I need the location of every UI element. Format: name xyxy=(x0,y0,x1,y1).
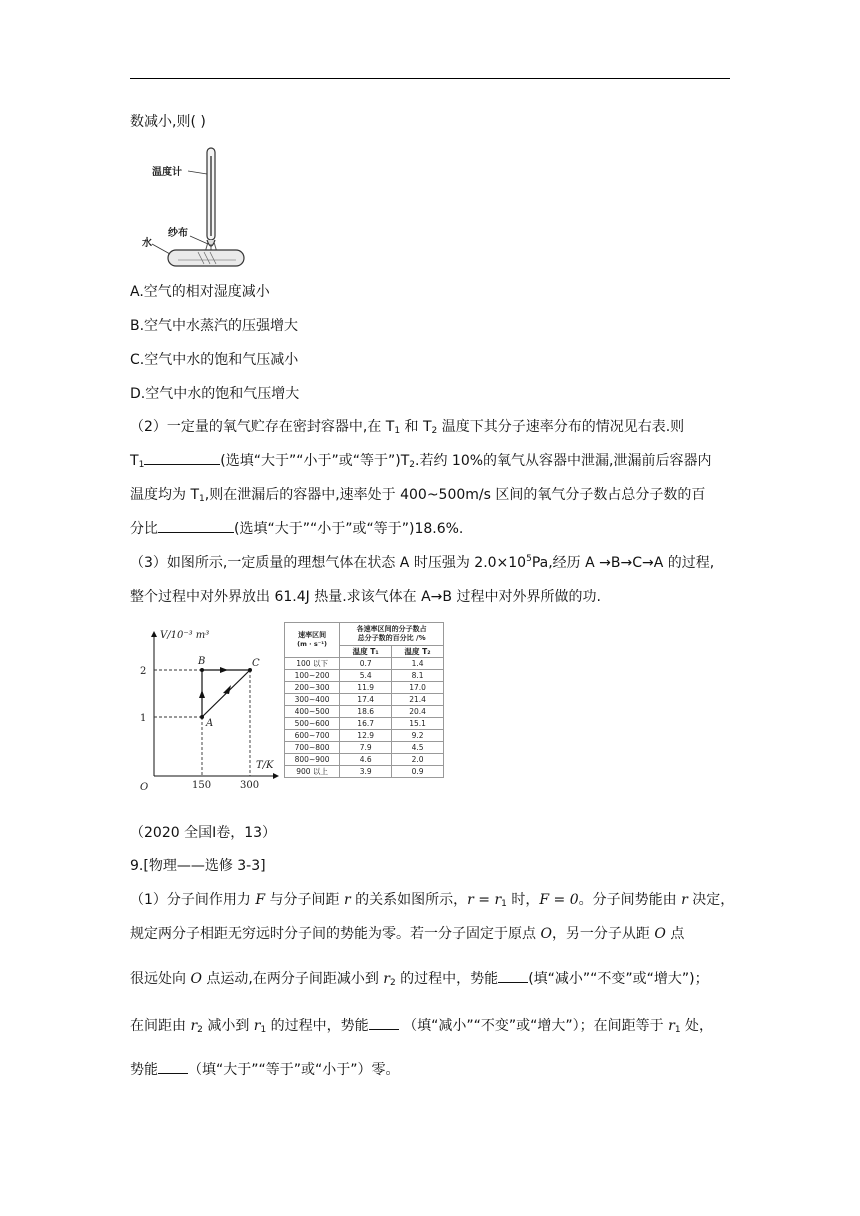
table-row xyxy=(285,706,444,718)
t2-percent-cell: 15.1 xyxy=(392,718,444,730)
speed-range-cell: 200~300 xyxy=(285,682,340,694)
answer-blank xyxy=(144,452,220,465)
q9-line5: 势能 （填“大于”“等于”或“小于”）零。 xyxy=(130,1062,400,1078)
table-row xyxy=(285,742,444,754)
header-rule xyxy=(130,78,730,79)
part2-line3: 温度均为 $T_1$,则在泄漏后的容器中,速率处于 400~500m/s 区间的氧气分子数占总分子数的百 xyxy=(130,487,706,504)
wet-bulb-thermometer-figure xyxy=(138,144,248,278)
t1-percent-cell: 3.9 xyxy=(340,766,392,778)
t1-percent-cell: 16.7 xyxy=(340,718,392,730)
part2-line1: （2）一定量的氧气贮存在密封容器中,在 $T_1$ 和 $T_2$ 温度下其分子速率分布的情况见右表.则 xyxy=(130,419,685,436)
option-a: A.空气的相对湿度减小 xyxy=(130,284,270,300)
t1-percent-cell: 11.9 xyxy=(340,682,392,694)
y-axis-label: V/10⁻³ m³ xyxy=(160,630,210,641)
v-t-graph xyxy=(136,626,282,792)
answer-blank xyxy=(158,520,234,533)
table-row xyxy=(285,658,444,670)
y-tick-1: 1 xyxy=(140,713,147,724)
option-d: D.空气中水的饱和气压增大 xyxy=(130,386,300,402)
point-a-label: A xyxy=(206,718,214,729)
answer-blank xyxy=(369,1017,399,1030)
t1-percent-cell: 4.6 xyxy=(340,754,392,766)
table-row xyxy=(285,754,444,766)
t2-percent-cell: 0.9 xyxy=(392,766,444,778)
x-tick-150: 150 xyxy=(192,780,212,791)
table-row xyxy=(285,730,444,742)
q9-line1: （1）分子间作用力 F 与分子间距 r 的关系如图所示，$r = r_1$ 时，F = 0。分子间势能由 r 决定， xyxy=(130,892,735,909)
q9-line3: 很远处向 O 点运动,在两分子间距减小到 $r_2$ 的过程中，势能 (填“减小”“不变”或“增大”)； xyxy=(130,971,709,988)
t2-percent-cell: 9.2 xyxy=(392,730,444,742)
part3-line2: 整个过程中对外界放出 61.4J 热量.求该气体在 A→B 过程中对外界所做的功. xyxy=(130,589,601,605)
t2-percent-cell: 2.0 xyxy=(392,754,444,766)
table-row xyxy=(285,682,444,694)
t2-percent-cell: 1.4 xyxy=(392,658,444,670)
t2-percent-cell: 17.0 xyxy=(392,682,444,694)
point-c-label: C xyxy=(252,658,260,669)
answer-blank xyxy=(498,970,528,983)
q9-line2: 规定两分子相距无穷远时分子间的势能为零。若一分子固定于原点 O，另一分子从距 O 点 xyxy=(130,926,685,942)
speed-range-cell: 100 以下 xyxy=(285,658,340,670)
t2-percent-cell: 4.5 xyxy=(392,742,444,754)
y-tick-2: 2 xyxy=(140,666,147,677)
origin-label: O xyxy=(140,782,149,792)
percentage-group-header: 各速率区间的分子数占 总分子数的百分比 /% xyxy=(340,623,444,646)
speed-range-cell: 400~500 xyxy=(285,706,340,718)
table-row xyxy=(285,766,444,778)
gauze-label: 纱布 xyxy=(168,228,188,239)
speed-range-cell: 500~600 xyxy=(285,718,340,730)
part2-line4: 分比 (选填“大于”“小于”或“等于”)18.6%. xyxy=(130,521,464,537)
x-axis-label: T/K xyxy=(256,760,274,771)
t1-percent-cell: 17.4 xyxy=(340,694,392,706)
speed-range-cell: 600~700 xyxy=(285,730,340,742)
speed-range-cell: 800~900 xyxy=(285,754,340,766)
speed-range-cell: 900 以上 xyxy=(285,766,340,778)
source-citation: （2020 全国Ⅰ卷，13） xyxy=(130,825,277,841)
t1-percent-cell: 0.7 xyxy=(340,658,392,670)
t1-percent-cell: 18.6 xyxy=(340,706,392,718)
t1-percent-cell: 5.4 xyxy=(340,670,392,682)
point-b-label: B xyxy=(198,656,206,667)
part3-line1: （3）如图所示,一定质量的理想气体在状态 A 时压强为 $2.0\times 10^5Pa$,经历 A →B→C→A 的过程, xyxy=(130,554,715,571)
speed-range-header: 速率区间 (m · s⁻¹) xyxy=(285,623,340,658)
t2-percent-cell: 8.1 xyxy=(392,670,444,682)
option-c: C.空气中水的饱和气压减小 xyxy=(130,352,299,368)
x-tick-300: 300 xyxy=(240,780,260,791)
table-row xyxy=(285,694,444,706)
t2-percent-cell: 20.4 xyxy=(392,706,444,718)
q9-line4: 在间距由 $r_2$ 减小到 $r_1$ 的过程中，势能 （填“减小”“不变”或“增大”）；在间距等于 $r_1$ 处， xyxy=(130,1018,713,1035)
t1-percent-cell: 12.9 xyxy=(340,730,392,742)
speed-range-cell: 100~200 xyxy=(285,670,340,682)
table-row xyxy=(285,670,444,682)
speed-range-cell: 300~400 xyxy=(285,694,340,706)
t2-column-header: 温度 T₂ xyxy=(392,646,444,658)
t1-percent-cell: 7.9 xyxy=(340,742,392,754)
t2-percent-cell: 21.4 xyxy=(392,694,444,706)
question-8-tail: 数减小,则( ) xyxy=(130,114,206,130)
t1-column-header: 温度 T₁ xyxy=(340,646,392,658)
table-row xyxy=(285,718,444,730)
part2-line2: $T_1$ (选填“大于”“小于”或“等于$”)T_2$.若约 10%的氧气从容器中泄漏,泄漏前后容器内 xyxy=(130,453,712,470)
water-label: 水 xyxy=(142,238,152,249)
speed-distribution-table xyxy=(284,622,444,778)
question-9-title: 9.[物理——选修 3-3] xyxy=(130,858,266,874)
answer-blank xyxy=(158,1061,188,1074)
thermometer-label: 温度计 xyxy=(152,167,182,178)
speed-range-cell: 700~800 xyxy=(285,742,340,754)
option-b: B.空气中水蒸汽的压强增大 xyxy=(130,318,299,334)
